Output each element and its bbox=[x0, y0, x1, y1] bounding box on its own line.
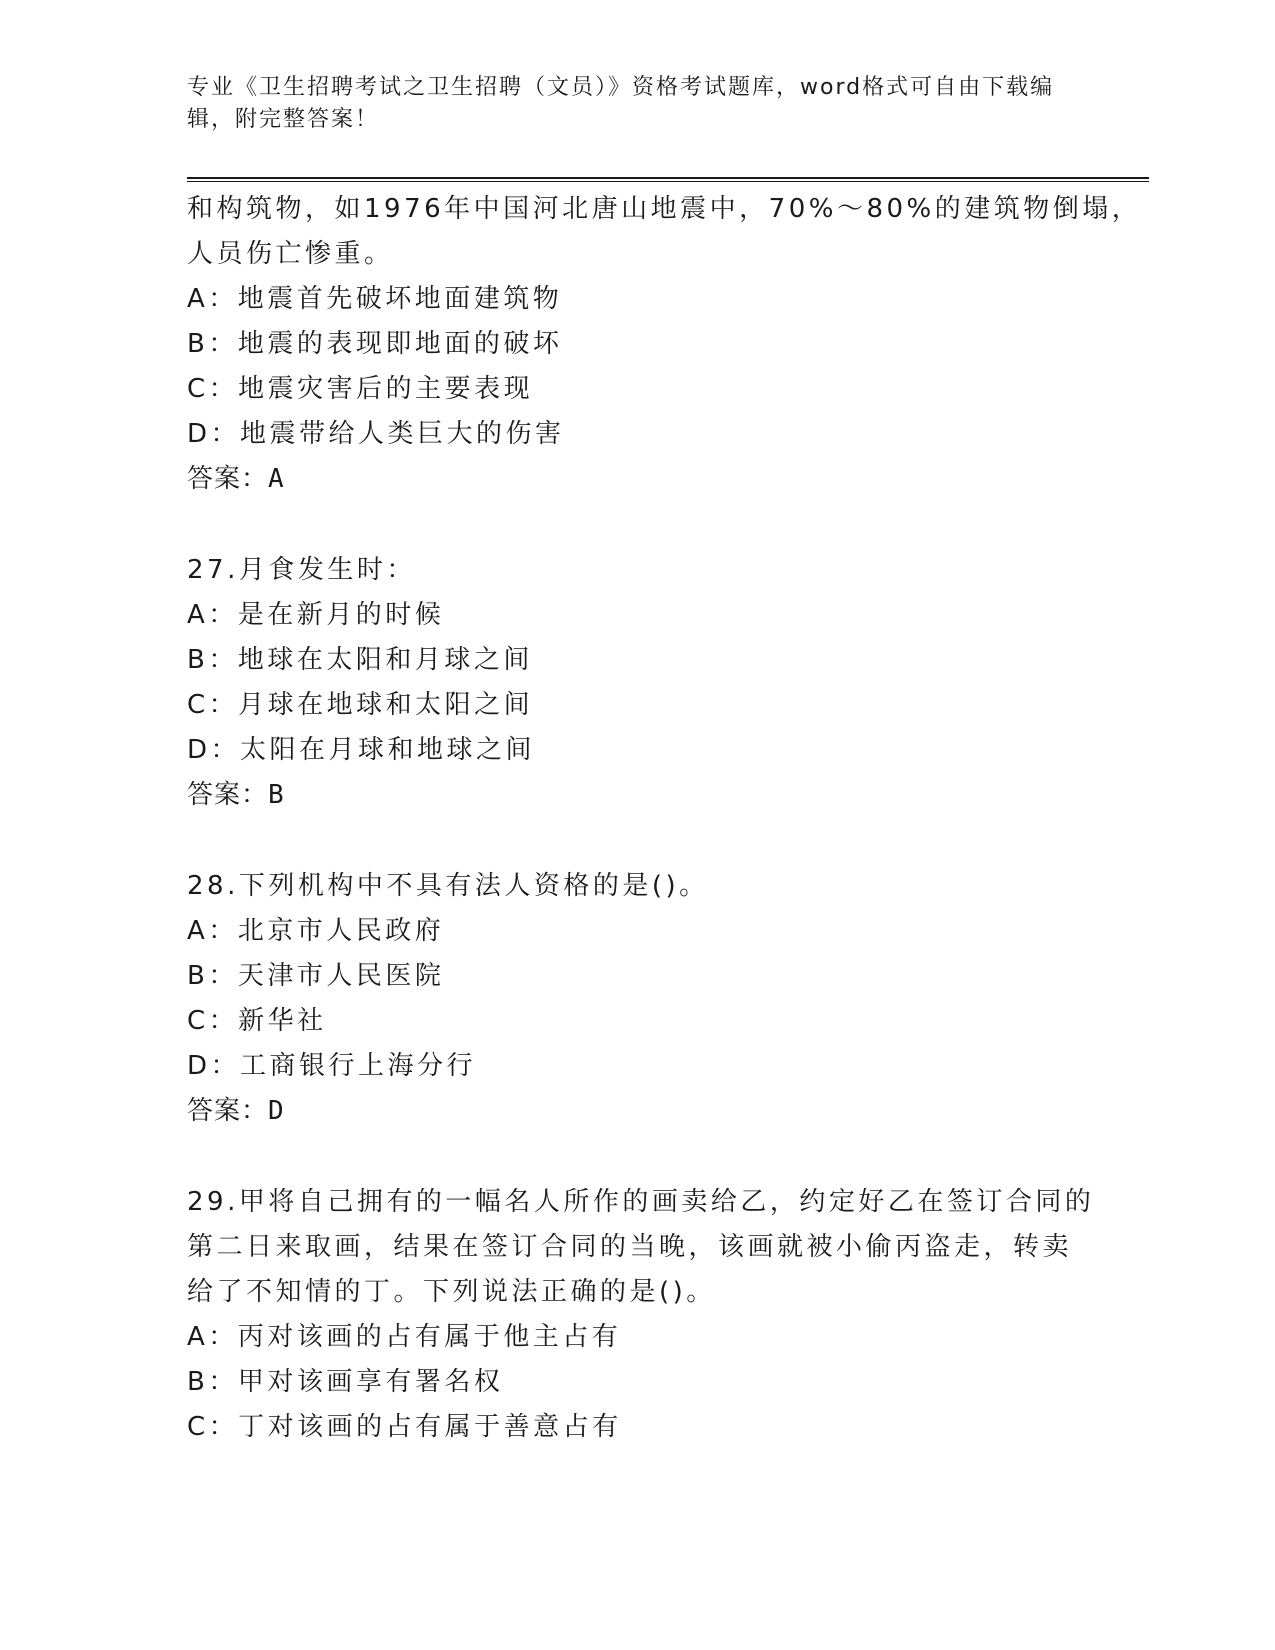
option-b: B：天津市人民医院 bbox=[187, 961, 445, 991]
answer-line bbox=[187, 1089, 1087, 1134]
option-d: D：工商银行上海分行 bbox=[187, 1051, 477, 1081]
option-d: D：太阳在月球和地球之间 bbox=[187, 735, 536, 765]
option-c: C：丁对该画的占有属于善意占有 bbox=[187, 1412, 622, 1442]
answer-value: B bbox=[268, 780, 285, 810]
option-a: A：丙对该画的占有属于他主占有 bbox=[187, 1322, 622, 1352]
question-29 bbox=[187, 1180, 1095, 1450]
question-stem-line: 27.月食发生时： bbox=[187, 555, 416, 585]
question-28 bbox=[187, 864, 1087, 1134]
option-a: A：是在新月的时候 bbox=[187, 600, 445, 630]
question-stem-line: 给了不知情的丁。下列说法正确的是()。 bbox=[187, 1277, 716, 1307]
answer-line bbox=[187, 773, 1087, 818]
question-26 bbox=[187, 187, 1142, 502]
question-stem-line: 第二日来取画，结果在签订合同的当晚，该画就被小偷丙盗走，转卖 bbox=[187, 1232, 1073, 1262]
answer-value: D bbox=[268, 1096, 285, 1126]
option-b: B：地震的表现即地面的破坏 bbox=[187, 329, 563, 359]
question-stem-line: 28.下列机构中不具有法人资格的是()。 bbox=[187, 871, 709, 901]
question-stem-line: 29.甲将自己拥有的一幅名人所作的画卖给乙，约定好乙在签订合同的 bbox=[187, 1187, 1095, 1217]
document-body bbox=[187, 187, 1142, 1450]
option-b: B：地球在太阳和月球之间 bbox=[187, 645, 533, 675]
option-a: A：地震首先破坏地面建筑物 bbox=[187, 284, 563, 314]
question-27 bbox=[187, 548, 1087, 818]
answer-label: 答案： bbox=[187, 464, 269, 494]
spacer bbox=[187, 818, 1087, 864]
question-stem-line: 和构筑物，如1976年中国河北唐山地震中，70%～80%的建筑物倒塌， bbox=[187, 194, 1142, 224]
option-b: B：甲对该画享有署名权 bbox=[187, 1367, 504, 1397]
question-stem-line: 人员伤亡惨重。 bbox=[187, 239, 394, 269]
document-header: 专业《卫生招聘考试之卫生招聘（文员）》资格考试题库，word格式可自由下载编辑，附完整答案！ bbox=[187, 75, 1055, 132]
spacer bbox=[187, 502, 1087, 548]
option-c: C：地震灾害后的主要表现 bbox=[187, 374, 534, 404]
option-d: D：地震带给人类巨大的伤害 bbox=[187, 419, 565, 449]
option-c: C：月球在地球和太阳之间 bbox=[187, 690, 534, 720]
answer-label: 答案： bbox=[187, 780, 269, 810]
spacer bbox=[187, 1134, 1087, 1180]
header-divider bbox=[187, 177, 1149, 182]
answer-line bbox=[187, 457, 1087, 502]
answer-label: 答案： bbox=[187, 1096, 269, 1126]
answer-value: A bbox=[268, 464, 285, 494]
option-a: A：北京市人民政府 bbox=[187, 916, 445, 946]
option-c: C：新华社 bbox=[187, 1006, 327, 1036]
